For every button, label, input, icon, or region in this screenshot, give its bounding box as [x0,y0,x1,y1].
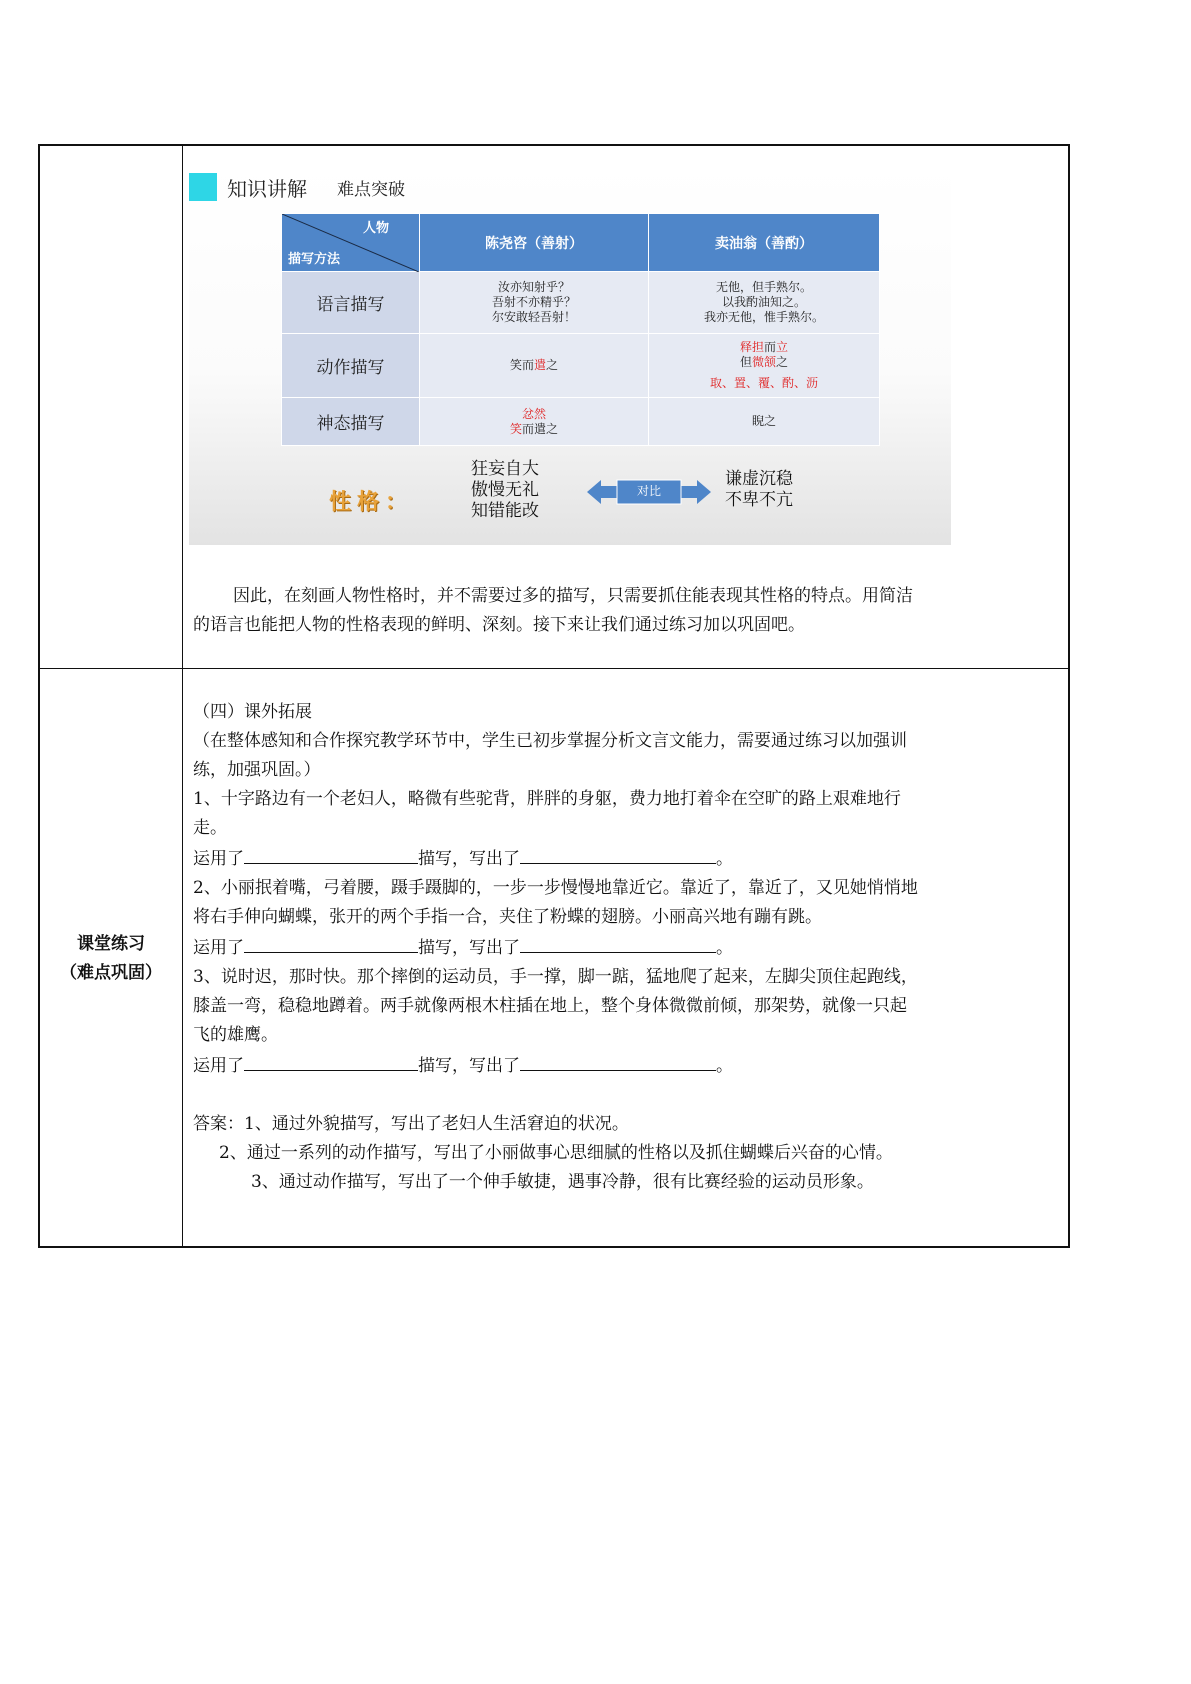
row-divider [38,668,1070,669]
answer-line: 3、通过动作描写，写出了一个伸手敏捷，遇事冷静，很有比赛经验的运动员形象。 [251,1172,874,1192]
cell-text-highlight: 立 [776,340,789,354]
section-label-line: （难点巩固） [60,963,162,983]
col-header-2: 卖油翁（善酌） [649,214,880,272]
cell-line: 尔安敢轻吾射！ [491,310,576,324]
fill-in-line [193,1050,1059,1081]
trait-label: 性格： [329,489,414,515]
cell-line: 取、置、覆、酌、沥 [709,376,818,390]
cell-line [649,340,879,355]
cell-line [420,422,648,437]
fill-middle: 描写，写出了 [418,1056,520,1076]
trait-item: 狂妄自大 [471,459,539,479]
exercise-title: （四）课外拓展 [193,702,312,722]
contrast-label: 对比 [636,484,661,498]
col-header-1: 陈尧咨（善射） [420,214,649,272]
row-label-expression: 神态描写 [282,398,420,446]
spacer [193,1081,1059,1110]
column-divider [182,144,183,1248]
question-2-line: 2、小丽抿着嘴，弓着腰，蹑手蹑脚的，一步一步慢慢地靠近它。靠近了，靠近了，又见她悄悄地 [193,878,918,898]
fill-in-line [193,843,1059,874]
cell-text: 而遣之 [522,421,559,436]
cell-text: 笑而 [509,358,534,372]
cell-action-2 [649,334,880,398]
paragraph-line: 因此，在刻画人物性格时，并不需要过多的描写，只需要抓住能表现其性格的特点。用简洁 [233,586,913,606]
corner-top-label: 人物 [362,221,389,236]
blank-method-2[interactable] [244,932,418,953]
cell-speech-2 [649,272,880,334]
fill-end: 。 [716,1056,733,1076]
cell-line: 汝亦知射乎？ [497,280,570,294]
cell-line [649,355,879,370]
slide-image [189,163,951,545]
cell-speech-1 [420,272,649,334]
fill-middle: 描写，写出了 [418,849,520,869]
cell-text: 之 [776,355,789,369]
cell-line: 吾射不亦精乎？ [491,295,576,309]
square-icon [189,173,217,201]
cell-expression-2: 睨之 [649,398,880,446]
blank-result-2[interactable] [520,932,716,953]
blank-result-1[interactable] [520,843,716,864]
exercise-block [193,698,1059,1197]
fill-end: 。 [716,938,733,958]
intro-line: 练，加强巩固。） [193,760,321,780]
slide-title: 知识讲解 [227,176,307,201]
trait-item: 谦虚沉稳 [725,469,793,489]
fill-prefix: 运用了 [193,1056,244,1076]
traits-left [471,459,539,522]
trait-item: 知错能改 [471,501,539,521]
question-1-line: 走。 [193,818,227,838]
cell-action-1 [420,334,649,398]
cell-line: 无他，但手熟尔。 [715,280,812,294]
row-label-speech: 语言描写 [282,272,420,334]
fill-prefix: 运用了 [193,938,244,958]
slide-subtitle: 难点突破 [337,179,405,200]
cell-text: 之 [546,358,559,372]
trait-item: 不卑不亢 [725,490,793,510]
blank-method-3[interactable] [244,1050,418,1071]
intro-line: （在整体感知和合作探究教学环节中，学生已初步掌握分析文言文能力，需要通过练习以加强训 [193,731,907,751]
comparison-table [281,213,880,446]
cell-expression-1 [420,398,649,446]
question-1-line: 1、十字路边有一个老妇人，略微有些驼背，胖胖的身躯，费力地打着伞在空旷的路上艰难地行 [193,789,901,809]
fill-in-line [193,932,1059,963]
cell-text-highlight: 释担 [739,340,764,354]
fill-end: 。 [716,849,733,869]
question-2-line: 将右手伸向蝴蝶，张开的两个手指一合，夹住了粉蝶的翅膀。小丽高兴地有蹦有跳。 [193,907,822,927]
trait-item: 傲慢无礼 [471,480,539,500]
answer-line: 2、通过一系列的动作描写，写出了小丽做事心思细腻的性格以及抓住蝴蝶后兴奋的心情。 [219,1143,893,1163]
fill-middle: 描写，写出了 [418,938,520,958]
question-3-line: 3、说时迟，那时快。那个摔倒的运动员，手一撑，脚一踮，猛地爬了起来，左脚尖顶住起跑线， [193,967,918,987]
corner-bottom-label: 描写方法 [288,252,341,267]
cell-text-highlight: 微颔 [751,355,776,369]
answer-line: 答案：1、通过外貌描写，写出了老妇人生活窘迫的状况。 [193,1114,629,1134]
cell-text-highlight: 笑 [509,421,522,436]
slide-header [189,172,405,202]
corner-cell [282,214,420,272]
paragraph-line: 的语言也能把人物的性格表现的鲜明、深刻。接下来让我们通过练习加以巩固吧。 [193,615,805,635]
cell-text: 而 [763,340,776,354]
section-label-line: 课堂练习 [77,934,145,954]
blank-result-3[interactable] [520,1050,716,1071]
blank-method-1[interactable] [244,843,418,864]
summary-paragraph [193,582,1059,640]
question-3-line: 飞的雄鹰。 [193,1025,278,1045]
cell-line: 以我酌油知之。 [721,295,806,309]
cell-text: 但 [739,355,752,369]
section-label [40,930,182,988]
question-3-line: 膝盖一弯，稳稳地蹲着。两手就像两根木柱插在地上，整个身体微微前倾，那架势，就像一只起 [193,996,907,1016]
row-label-action: 动作描写 [282,334,420,398]
cell-text-highlight: 遣 [533,358,546,372]
cell-line: 忿然 [521,406,546,421]
cell-line: 我亦无他，惟手熟尔。 [703,310,824,324]
traits-right [725,469,793,511]
fill-prefix: 运用了 [193,849,244,869]
